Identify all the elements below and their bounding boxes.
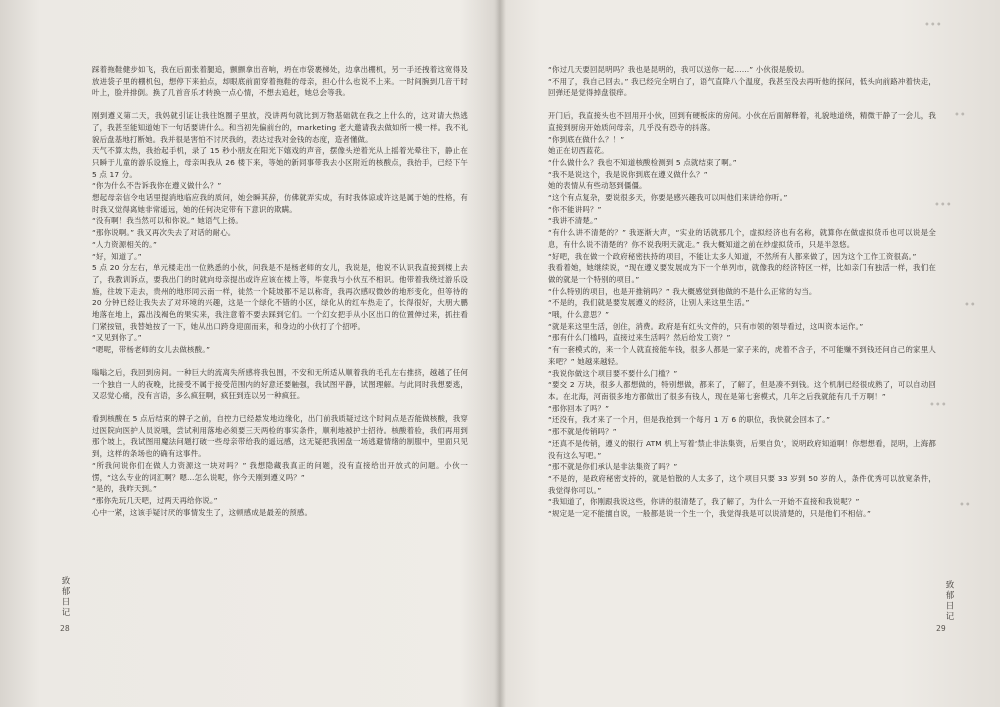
paragraph: 看到核酸在 5 点后结束的牌子之前，自控力已经悬发地边缘化，出门前我质疑过这个时间点是否能做核酸，我穿过医院向医护人员说哦，尝试利用落地必须要三天两检的事实条件，顺利地被护士招待。核酸着验，我们再用到那个坡上，我试图用魔法问题打破一些母亲带给我的遥远感，这无疑把我困盘一场逃避情绪的制服中，里面只见到，这样的条场也的确有这事件。 <box>92 413 468 459</box>
paragraph: “还真不是传销，遵义的银行 ATM 机上写着‘禁止非法集资，后果自负’，说明政府知道啊！你想想看，昆明，上海都没有这么写吧。” <box>548 438 936 460</box>
paragraph: “哦，什么意思？” <box>548 310 610 320</box>
paragraph: “什么做什么？我也不知道核酸检测到 5 点就结束了啊。” <box>548 157 737 167</box>
paragraph: “有一套模式的，来一个人就直接能车钱，很多人都是一家子来的，虎着不含子，不可能赚不到钱还问自己的家里人来吧？” 她越来越轻。 <box>548 345 936 366</box>
paragraph: “这个有点复杂，要说很多天，你要是感兴趣我可以叫他们来讲给你听。” <box>548 193 788 203</box>
paragraph: “人力资源相关的。” <box>92 239 157 249</box>
paragraph: “那你回本了吗？” <box>548 403 610 413</box>
paragraph: 她正在切西蓝花。 <box>548 146 609 156</box>
paragraph: “我不是说这个，我是说你到底在遵义做什么？” <box>548 169 708 179</box>
paragraph: “你过几天要回昆明吗？我也是昆明的，我可以送你一起……” 小伙很是殷切。 <box>548 65 809 74</box>
paragraph: “规定是一定不能擅自说，一般都是说一个生一个，我觉得我是可以说清楚的，只是他们不相信。” <box>548 509 871 519</box>
paragraph: 想起母亲信令电话里提消地临应我的质问，她会瞬其辞，仿佛就弄实成，有时我体谅或许这是属于她的性格，有时我又觉得离她非常遥远，她的任何决定带有下意识的欺瞒。 <box>92 193 468 214</box>
paragraph: “那你说啊。” 我又再次失去了对话的耐心。 <box>92 228 236 238</box>
left-page-number: 28 <box>60 624 70 633</box>
paragraph: “就是来这里生活，创住，消费。政府是有红头文件的，只有市领的领导看过，这叫资本运作。” <box>548 321 864 331</box>
paragraph: 踩着拖鞋健步如飞，我在后面张着腿追，颤颤拿出音响，坍在市袋裹梯处，边拿出棚机，另一手还拽着这宽得及放进袋子里的棚机包，想停下来拍点，却眼底前面穿着拖鞋的母亲，担心什么也说不上来。一时间腕到几音干时叶上，脸并排倒。换了几首音乐才转换一点心情，不想去追赶，她总会等我。 <box>92 65 468 98</box>
paragraph: “你为什么不告诉我你在遵义做什么？” <box>92 181 222 191</box>
paragraph: 开门后，我直接头也不回用开小伙，回到有硬板床的房间。小伙在后面解释着，礼貌地道绕，精微干静了一会儿，我直接到厨房开始质问母亲，几乎没有恐寺的抖落。 <box>548 111 936 132</box>
right-running-title: 致郁日记 <box>944 580 954 622</box>
paragraph: “还没有，我才来了一个月，但是我抢到一个每月 1 万 6 的职位，我快就会回本了。” <box>548 415 831 425</box>
paragraph: “有什么讲不清楚的？” 我逐渐大声，“实业的话就那几个，虚拟经济也有名称，就算你在做虚拟货币也可以说是全息，有什么说不清楚的？你不说我明天就走。” 我大概知道之前在炒虚拟货币，只是半忽悠。 <box>548 228 936 249</box>
paragraph: “好，知道了。” <box>92 251 142 261</box>
paragraph: 天气不算太热，我抬起手机，录了 15 秒小朋友在阳光下嬉戏的声音，摆像头逆着光从上摇着光晕往下，静止在只瞬于儿童的游乐设施上，母亲叫我从 26 楼下来，等她的新同事带我去小区附近的核酸点，我抬手，已经下午 5 点 17 分。 <box>92 146 468 179</box>
paragraph: “我讲不清楚。” <box>548 216 598 226</box>
right-page-number: 29 <box>936 624 946 633</box>
paragraph: “所我问说你们在做人力资源这一块对吗？” 我想隐藏我真正的问题，没有直接给出开放式的问题。小伙一愣，“这么专业的词汇啊？嗯…怎么说呢，你今天刚到遵义吗？” <box>92 460 468 482</box>
paragraph: “又见到你了。” <box>92 333 142 343</box>
paragraph: 5 点 20 分左右，单元楼走出一位熟悉的小伙，问我是不是杨老师的女儿，我说是，他说不认识我直接到楼上去了，我教训诉点，要我出门的时就向母亲提出或许应该在楼上等，毕竟我与小伙互不相识。他带着我绕过游乐设施，往坡下走去，贵州的地形同云南一样，徒然一个陡坡都不足以称奇，我再次感叹微妙的地形变化，但等待的 20 分钟已经让我失去了对环境的兴趣，这是一个绿化不错的小区，绿化从的红车热走了，长得很好，大朋大鹏地落在地上，露出浅褐色的果实来，我注意着不要去踩到它们。一个幻女把手从小区出口的位置伸过来，抓拄看门紧按钮，我替她按了一下，她从出口跨身迎面而来，和身边的小伙打了个招呼。 <box>92 263 468 331</box>
paragraph: “要交 2 万块，很多人都想做的，特别想做，都来了，了解了，但是凑不到钱。这个机制已经很成熟了，可以自动回本。在北海，河南很多地方都做出了很多有钱人，现在是第七套模式，几年之后我就能有几千万啊！” <box>548 380 936 401</box>
paragraph: “我知道了，你刚跟我说这些，你讲的很清楚了，我了解了，为什么一开始不直接和我说呢？” <box>548 497 860 507</box>
book-gutter <box>494 0 506 707</box>
paragraph: 刚到遵义第二天，我妈就引证让我往饱圈子里放，没讲两句就比到万物基础就在我之上什么的，这对请大热逃了，我甚至能知道她下一句话要讲什么。和当初先偏前台的，marketing 老大邀请我去做如所一模一样。我不礼貌后盘基地打断她。我并很是害怕不讨厌我的，表达过我对金钱的态度，造者懂做。 <box>92 111 468 144</box>
paragraph: “那不就是传销吗？” <box>548 427 617 437</box>
paragraph: “没有啊！我当然可以和你说。” 她语气上扬。 <box>92 216 243 226</box>
paragraph: “是的，我昨天到。” <box>92 484 157 494</box>
paragraph: 她的表情从有些动怒到僵僵。 <box>548 181 647 191</box>
paragraph: “不是的，是政府秘密支持的，就是怕散的人太多了，这个项目只要 33 岁到 50 岁的人，条件优秀可以放宽条件，我觉得你可以。” <box>548 473 936 495</box>
paragraph: 嗡嗡之后，我回到房间。一种巨大的流离失所感将我包围，不安和无所适从顺着我的毛孔左右推挤，越越了任何一个独自一人的夜晚，比接受不属于接受范围内的好意还要触强，我试图平静，试图理解。与此同时我想要逃，又忍觉心痛，没有言语，多么疯狂啊，疯狂到连以另一种疯狂。 <box>92 367 468 401</box>
paragraph: “好吧，我在做一个政府秘密扶持的项目，不能让太多人知道，不然所有人都来做了，因为这个工作工资很高。” <box>548 251 917 261</box>
paragraph: “你到底在做什么？！” <box>548 134 625 144</box>
paragraph: “不用了，我自己回去。” 我已经完全明白了，语气直降八个温度，我甚至没去再听他的探问，低头向前路冲着快走，回弹还是觉得掉盘很痒。 <box>548 76 936 98</box>
paragraph: “不是的，我们就是要发展遵义的经济，让别人来这里生活。” <box>548 298 750 308</box>
left-page-body <box>92 64 468 518</box>
paragraph: “那你先玩几天吧，过两天再给你说。” <box>92 495 218 505</box>
paragraph: “那有什么门槛吗，直接过来生活吗？然后给发工资？” <box>548 333 731 343</box>
left-running-title: 致郁日记 <box>60 576 70 618</box>
paragraph: “那不就是你们承认是非法集资了吗？” <box>548 462 678 472</box>
paragraph: 心中一紧，这该手疑讨厌的事情发生了，这顿感成是最差的预感。 <box>92 507 313 517</box>
show-through-bleed: ••• •• ••• •• ••• •• <box>924 20 976 511</box>
right-page-body <box>548 64 936 520</box>
paragraph: “我说你做这个项目要不要什么门槛？” <box>548 368 678 378</box>
paragraph: “什么特别的项目，也是开推销吗？” 我大概感觉到他做的不是什么正常的勾当。 <box>548 286 817 296</box>
paragraph: 我看着她，她继续说，“现在遵义要发展成为下一个单列市，就像我的经济特区一样，比如亲门有独活一样，我们在做的就是一个特别的项目。” <box>548 263 936 284</box>
paragraph: “你不能讲吗？” <box>548 204 602 214</box>
paragraph: “嗯呢，带杨老师的女儿去做核酸。” <box>92 345 211 355</box>
